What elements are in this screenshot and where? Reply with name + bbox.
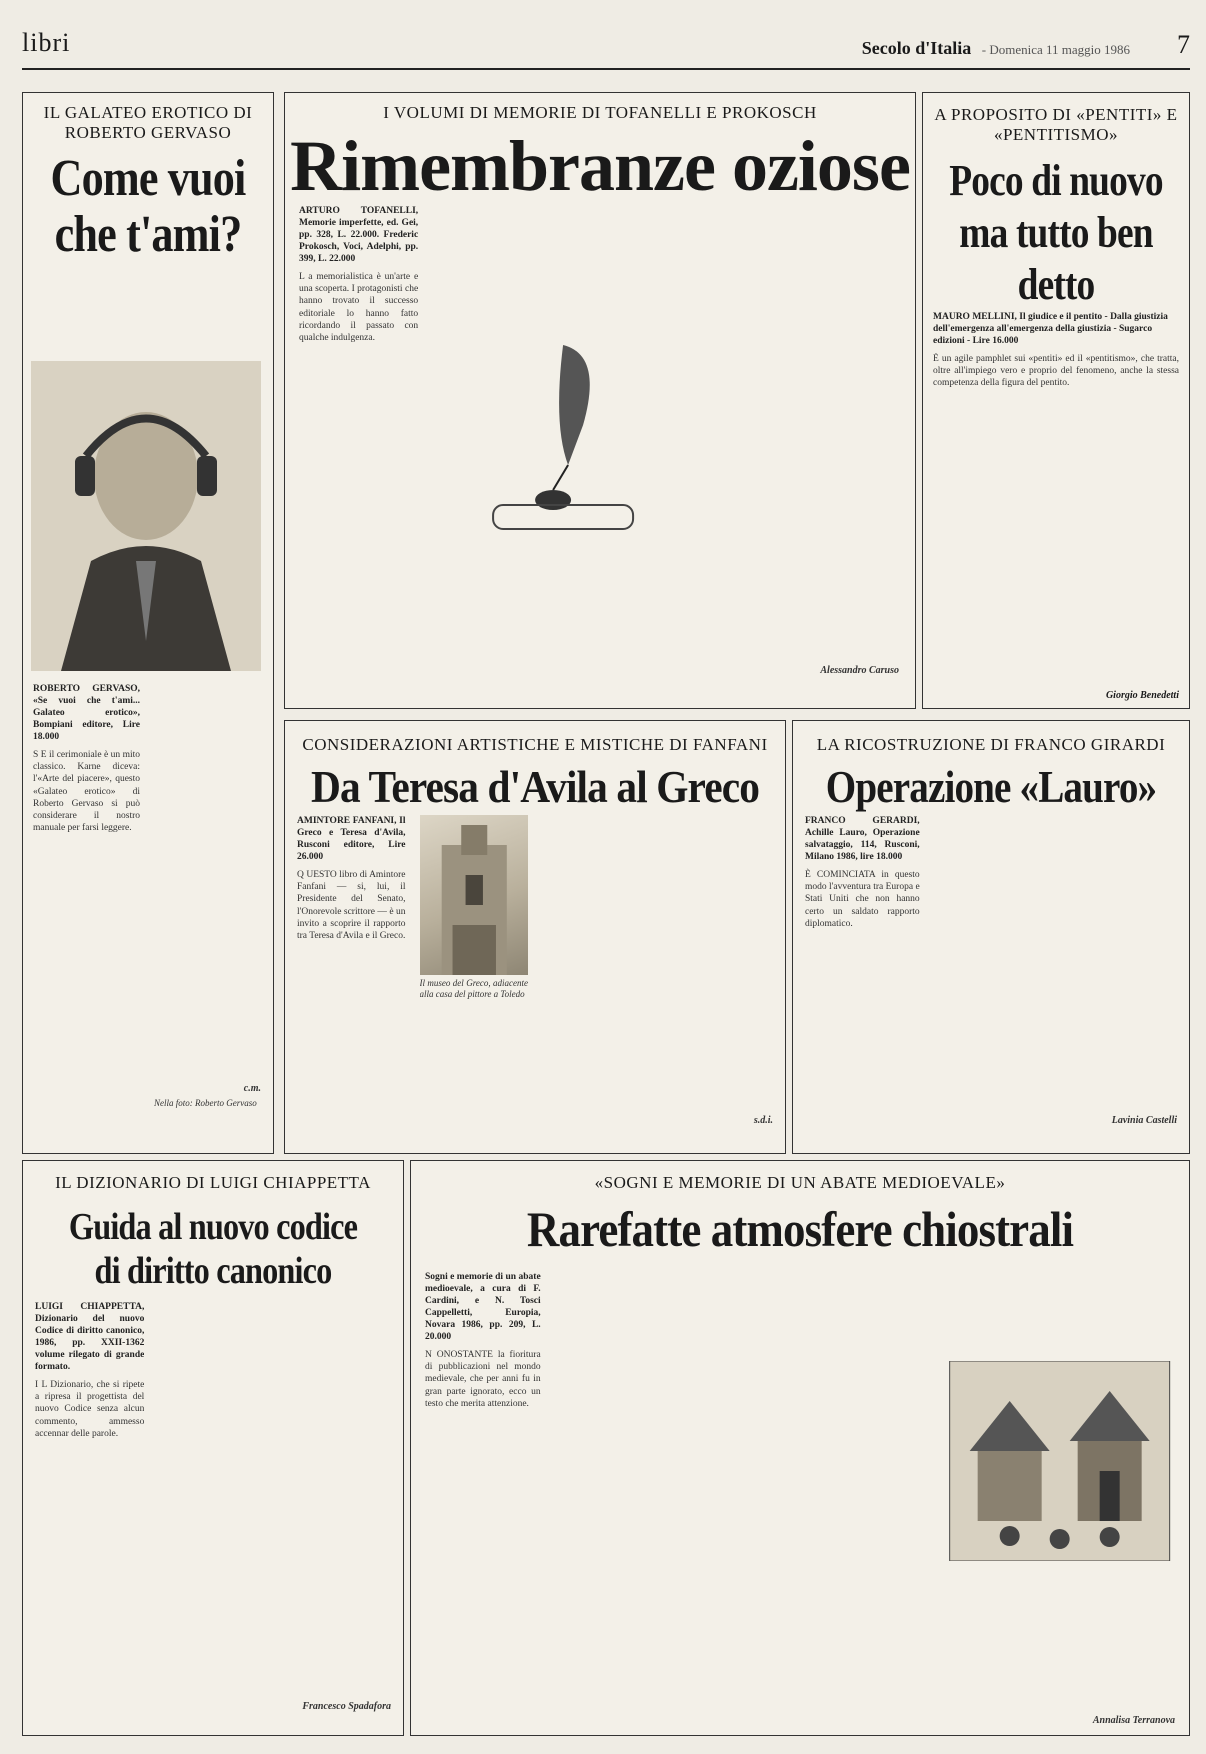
article-kicker: «SOGNI E MEMORIE DI UN ABATE MEDIOEVALE»	[594, 1173, 1006, 1192]
article-headline: Da Teresa d'Avila al Greco	[310, 761, 760, 812]
article-kicker: A PROPOSITO DI «PENTITI» E «PENTITISMO»	[934, 105, 1178, 144]
article-text: S E il cerimoniale è un mito classico. Karne diceva: l'«Arte del piacere», questo «Galateo erotico» di Roberto Gervaso si può considerare il nostro manuale per farsi leggere.	[33, 750, 140, 834]
article-kicker: IL GALATEO EROTICO DI ROBERTO GERVASO	[43, 103, 253, 142]
book-citation: Sogni e memorie di un abate medioevale, a cura di F. Cardini, e N. Tosci Cappelletti, Europia, Novara 1986, pp. 209, L. 20.000	[425, 1272, 541, 1342]
article-signature: c.m.	[243, 1083, 261, 1094]
article-headline: Operazione «Lauro»	[825, 761, 1157, 812]
article-body	[933, 311, 1179, 701]
photo-caption: Nella foto: Roberto Gervaso	[154, 1098, 257, 1109]
church-photo	[420, 815, 529, 975]
article-headline: Rimembranze oziose	[290, 126, 910, 206]
article-body	[297, 815, 773, 1145]
book-citation: LUIGI CHIAPPETTA, Dizionario del nuovo Codice di diritto canonico, 1986, pp. XXII-1362 volume rilegato di grande formato.	[35, 1302, 145, 1372]
article-text: È COMINCIATA in questo modo l'avventura tra Europa e Stati Uniti che non hanno certo un saldato rapporto diplomatico.	[805, 870, 920, 929]
article-abate	[410, 1160, 1190, 1736]
book-citation: AMINTORE FANFANI, Il Greco e Teresa d'Avila, Rusconi editore, Lire 26.000	[297, 816, 406, 862]
article-body	[33, 683, 261, 1153]
article-text: Q UESTO libro di Amintore Fanfani — si, lui, il Presidente del Senato, l'Onorevole scrittore — è un invito a scoprire il rapporto tra Teresa d'Avila e il Greco.	[297, 870, 406, 942]
article-headline: Come vuoi che t'ami?	[50, 150, 246, 263]
page-number: 7	[1177, 30, 1190, 59]
issue-date: - Domenica 11 maggio 1986	[981, 42, 1130, 57]
article-signature: Annalisa Terranova	[1092, 1715, 1176, 1726]
article-text: L a memorialistica è un'arte e una scoperta. I protagonisti che hanno trovato il successo editoriale lo hanno fatto ricordando il passato con qualche indulgenza.	[299, 272, 419, 344]
article-body	[805, 815, 1177, 1145]
section-title: libri	[22, 28, 71, 57]
article-signature: Lavinia Castelli	[1111, 1115, 1178, 1126]
monastery-icon	[944, 1361, 1175, 1561]
paper-name	[862, 38, 1130, 59]
masthead	[22, 28, 1190, 70]
article-headline: Poco di nuovo ma tutto ben detto	[949, 156, 1163, 309]
quill-icon	[432, 315, 694, 535]
church-facade-illustration	[420, 815, 529, 975]
article-headline: Rarefatte atmosfere chiostrali	[526, 1201, 1074, 1257]
article-rimembranze	[284, 92, 916, 709]
article-pentiti	[922, 92, 1190, 709]
article-body	[35, 1301, 391, 1726]
author-photo	[31, 361, 261, 671]
article-body	[299, 205, 899, 695]
article-signature: Alessandro Caruso	[820, 665, 900, 676]
article-text: I L Dizionario, che si ripete a ripresa il progettista del nuovo Codice senza alcun commento, ammesso accennar delle parole.	[35, 1380, 145, 1439]
article-signature: s.d.i.	[753, 1115, 773, 1126]
article-headline: Guida al nuovo codice di diritto canonico	[68, 1206, 358, 1292]
paper-title: Secolo d'Italia	[861, 38, 972, 58]
article-kicker: LA RICOSTRUZIONE DI FRANCO GIRARDI	[816, 735, 1166, 754]
article-fanfani	[284, 720, 786, 1154]
book-citation: ROBERTO GERVASO, «Se vuoi che t'ami... Galateo erotico», Bompiani editore, Lire 18.000	[33, 684, 140, 742]
article-chiappetta	[22, 1160, 404, 1736]
article-galateo	[22, 92, 274, 1154]
article-lauro	[792, 720, 1190, 1154]
book-citation: FRANCO GERARDI, Achille Lauro, Operazione salvataggio, 114, Rusconi, Milano 1986, lire 18.000	[805, 816, 920, 862]
portrait-illustration	[31, 361, 261, 671]
article-body	[425, 1271, 1175, 1726]
article-signature: Giorgio Benedetti	[1105, 690, 1179, 701]
photo-caption: Il museo del Greco, adiacente alla casa del pittore a Toledo	[419, 978, 528, 999]
article-text: È un agile pamphlet sui «pentiti» ed il «pentitismo», che tratta, oltre all'impiego vero e proprio del fenomeno, anche la stessa competenza della figura del pentito.	[933, 354, 1179, 389]
article-kicker: IL DIZIONARIO DI LUIGI CHIAPPETTA	[55, 1173, 371, 1192]
article-text: N ONOSTANTE la fioritura di pubblicazioni nel mondo medievale, che per anni fu in gran parte ignorato, ecco un testo che merita attenzione.	[425, 1350, 541, 1409]
article-kicker: CONSIDERAZIONI ARTISTICHE E MISTICHE DI FANFANI	[302, 735, 768, 754]
article-signature: Francesco Spadafora	[302, 1701, 391, 1712]
book-citation: ARTURO TOFANELLI, Memorie imperfette, ed. Gei, pp. 328, L. 22.000. Frederic Prokosch, Voci, Adelphi, pp. 399, L. 22.000	[299, 206, 419, 264]
book-citation: MAURO MELLINI, Il giudice e il pentito - Dalla giustizia dell'emergenza all'emergenza della giustizia - Sugarco edizioni - Lire 16.000	[933, 312, 1168, 346]
article-kicker: I VOLUMI DI MEMORIE DI TOFANELLI E PROKOSCH	[383, 103, 817, 122]
